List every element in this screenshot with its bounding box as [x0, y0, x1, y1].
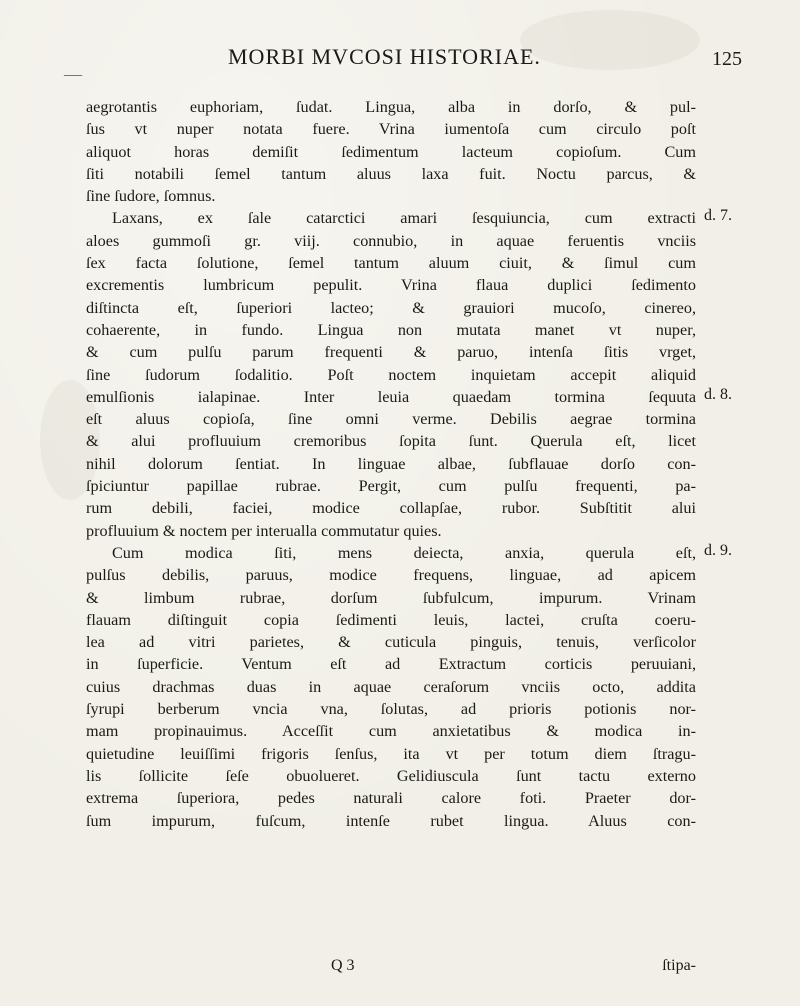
catchword: ſtipa- [662, 957, 696, 974]
text-line: aegrotantis euphoriam, ſudat. Lingua, alba in dorſo, & pul- [86, 98, 696, 116]
running-title: MORBI MVCOSI HISTORIAE. [228, 44, 541, 69]
text-line: extrema ſuperiora, pedes naturali calore foti. Praeter dor- [86, 789, 696, 808]
page-footer [86, 957, 696, 981]
text-line: Laxans, ex ſale catarctici amari ſesquiuncia, cum extracti [112, 209, 696, 228]
text-line: ſpiciuntur papillae rubrae. Pergit, cum pulſu frequenti, pa- [86, 477, 696, 496]
text-line: & limbum rubrae, dorſum ſubfulcum, impurum. Vrinam [86, 588, 696, 607]
text-line: diſtincta eſt, ſuperiori lacteo; & grauiori mucoſo, cinereo, [86, 298, 696, 317]
text-line: aliquot horas demiſit ſedimentum lacteum copioſum. Cum [86, 142, 696, 161]
text-line: cohaerente, in fundo. Lingua non mutata manet vt nuper, [86, 320, 696, 339]
text-line: & cum pulſu parum frequenti & paruo, intenſa ſitis vrget, [86, 343, 696, 362]
text-line: profluuium & noctem per interualla commutatur quies. [86, 521, 442, 540]
text-line: lis ſollicite ſeſe obuolueret. Gelidiuscula ſunt tactu externo [86, 766, 696, 785]
text-line: ſine ſudore, ſomnus. [86, 187, 216, 206]
text-line: cuius drachmas duas in aquae ceraſorum vnciis octo, addita [86, 677, 696, 696]
text-line: rum debili, faciei, modice collapſae, rubor. Subſtitit alui [86, 499, 696, 518]
text-line: aloes gummoſi gr. viij. connubio, in aquae feruentis vnciis [86, 231, 696, 250]
text-line: eſt aluus copioſa, ſine omni verme. Debilis aegrae tormina [86, 410, 696, 429]
header-dash: — [64, 64, 82, 84]
text-line: ſus vt nuper notata fuere. Vrina iumentoſa cum circulo poſt [86, 120, 696, 139]
text-line: excrementis lumbricum pepulit. Vrina flaua duplici ſedimento [86, 276, 696, 295]
text-line: ſiti notabili ſemel tantum aluus laxa fuit. Noctu parcus, & [86, 164, 696, 183]
text-line: quietudine leuiſſimi frigoris ſenſus, ita vt per totum diem ſtragu- [86, 744, 696, 763]
signature-mark: Q 3 [331, 957, 355, 974]
text-line: ſine ſudorum ſodalitio. Poſt noctem inquietam accepit aliquid [86, 365, 696, 384]
text-line: & alui profluuium cremoribus ſopita ſunt. Querula eſt, licet [86, 432, 696, 451]
body-text [86, 96, 696, 832]
margin-note-day-8: d. 8. [704, 386, 732, 403]
text-line: nihil dolorum ſentiat. In linguae albae, ſubflauae dorſo con- [86, 454, 696, 473]
text-line: Cum modica ſiti, mens deiecta, anxia, querula eſt, [112, 543, 696, 562]
text-line: flauam diſtinguit copia ſedimenti leuis, lactei, cruſta coeru- [86, 610, 696, 629]
text-line: pulſus debilis, paruus, modice frequens, linguae, ad apicem [86, 566, 696, 585]
text-line: emulſionis ialapinae. Inter leuia quaedam tormina ſequuta [86, 387, 696, 406]
text-line: ſum impurum, fuſcum, intenſe rubet lingua. Aluus con- [86, 811, 696, 830]
page-header [0, 44, 800, 84]
text-line: mam propinauimus. Acceſſit cum anxietatibus & modica in- [86, 722, 696, 741]
text-line: ſex facta ſolutione, ſemel tantum aluum ciuit, & ſimul cum [86, 254, 696, 273]
text-line: lea ad vitri parietes, & cuticula pinguis, tenuis, verſicolor [86, 633, 696, 652]
margin-note-day-9: d. 9. [704, 542, 732, 559]
margin-note-day-7: d. 7. [704, 207, 732, 224]
page-number: 125 [712, 48, 742, 70]
text-line: in ſuperficie. Ventum eſt ad Extractum corticis peruuiani, [86, 655, 696, 674]
text-line: ſyrupi berberum vncia vna, ſolutas, ad prioris potionis nor- [86, 700, 696, 719]
